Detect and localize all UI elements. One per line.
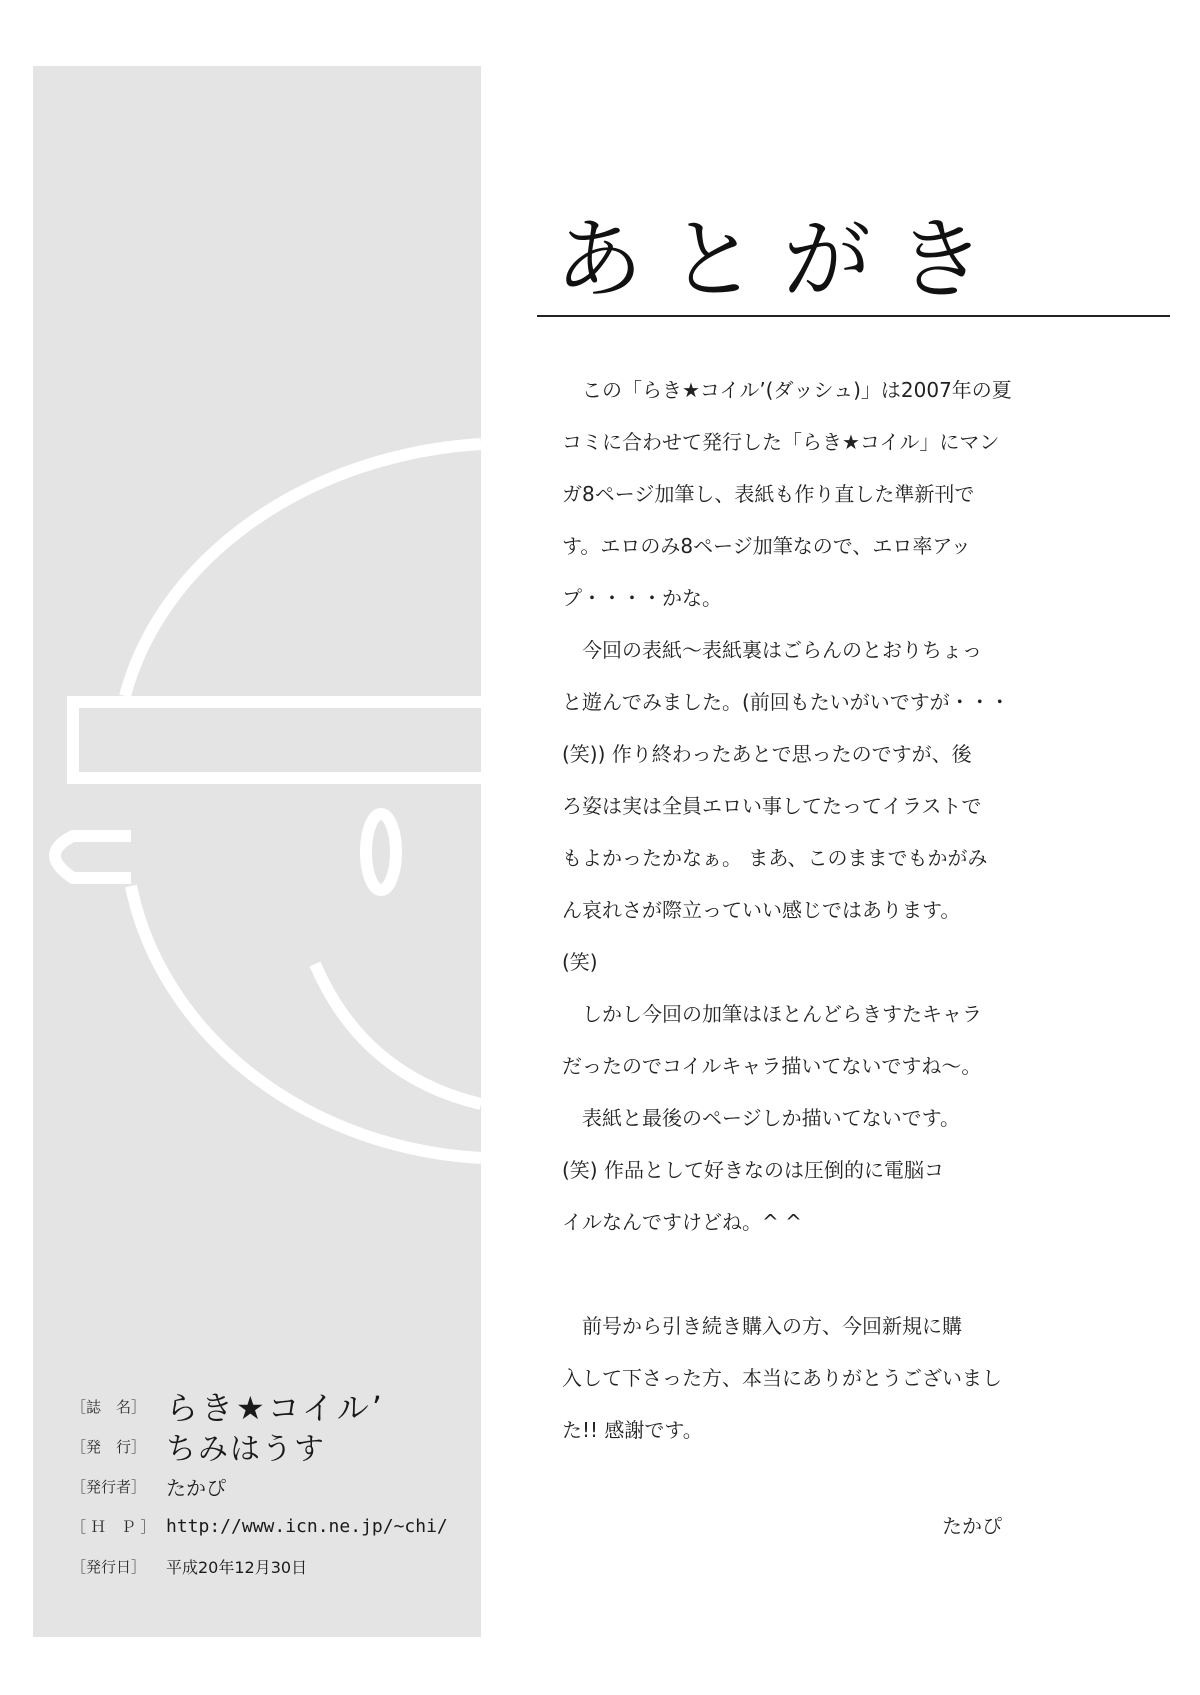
body-line: と遊んでみました。(前回もたいがいですが・・・ [562, 690, 1010, 714]
eye [366, 814, 396, 890]
colophon-hp-row [71, 1506, 471, 1546]
colophon-author-row [71, 1466, 471, 1506]
ear [55, 836, 131, 878]
title-divider [537, 315, 1170, 317]
colophon-author-label: ［発行者］ [71, 1477, 147, 1496]
body-line: 表紙と最後のページしか描いてないです。 [562, 1106, 960, 1130]
body-line: (笑) 作品として好きなのは圧倒的に電脳コ [562, 1158, 944, 1182]
head-outline [125, 444, 481, 696]
body-line: (笑) [562, 950, 598, 974]
body-line: た!! 感謝です。 [562, 1418, 703, 1442]
colophon [71, 1386, 471, 1586]
colophon-date-label: ［発行日］ [71, 1557, 147, 1576]
body-line: もよかったかなぁ。 まあ、このままでもかがみ [562, 846, 988, 870]
body-line: ガ8ページ加筆し、表紙も作り直した準新刊で [562, 482, 975, 506]
body-line: プ・・・・かな。 [562, 586, 722, 610]
body-line: コミに合わせて発行した「らき★コイル」にマン [562, 430, 1000, 454]
headband [73, 702, 481, 778]
body-line: この「らき★コイル’(ダッシュ)」は2007年の夏 [562, 378, 1012, 402]
signature: たかぴ [942, 1514, 1002, 1538]
body-line [562, 1259, 1022, 1311]
head-outline-lower [131, 886, 481, 1158]
colophon-author-value: たかぴ [166, 1475, 226, 1500]
body-line: (笑)) 作り終わったあとで思ったのですが、後 [562, 742, 972, 766]
colophon-hp-label: ［ Ｈ Ｐ ］ [71, 1517, 156, 1536]
afterword-body [562, 375, 1022, 1467]
body-line: 前号から引き続き購入の方、今回新規に購 [562, 1314, 962, 1338]
colophon-hp-value[interactable]: http://www.icn.ne.jp/~chi/ [166, 1515, 448, 1537]
body-line: 今回の表紙〜表紙裏はごらんのとおりちょっ [562, 638, 982, 662]
mouth [315, 964, 481, 1104]
page-title: あとがき [555, 208, 1012, 311]
colophon-title-value: らき★コイル’ [166, 1389, 385, 1427]
colophon-date-value: 平成20年12月30日 [166, 1557, 308, 1577]
colophon-title-label: ［誌 名］ [71, 1397, 147, 1416]
colophon-title-row [71, 1386, 471, 1426]
body-line: だったのでコイルキャラ描いてないですね〜。 [562, 1054, 982, 1078]
body-line: す。エロのみ8ページ加筆なので、エロ率アッ [562, 534, 971, 558]
sidebar-panel [33, 66, 481, 1637]
colophon-publisher-label: ［発 行］ [71, 1437, 147, 1456]
colophon-publisher-value: ちみはうす [166, 1432, 326, 1467]
body-line: しかし今回の加筆はほとんどらきすたキャラ [562, 1002, 982, 1026]
body-line: イルなんですけどね。^ ^ [562, 1210, 802, 1234]
colophon-publisher-row [71, 1426, 471, 1466]
body-line: 入して下さった方、本当にありがとうございまし [562, 1366, 1002, 1390]
colophon-date-row [71, 1546, 471, 1586]
body-line: ん哀れさが際立っていい感じではあります。 [562, 898, 961, 922]
body-line: ろ姿は実は全員エロい事してたってイラストで [562, 794, 982, 818]
